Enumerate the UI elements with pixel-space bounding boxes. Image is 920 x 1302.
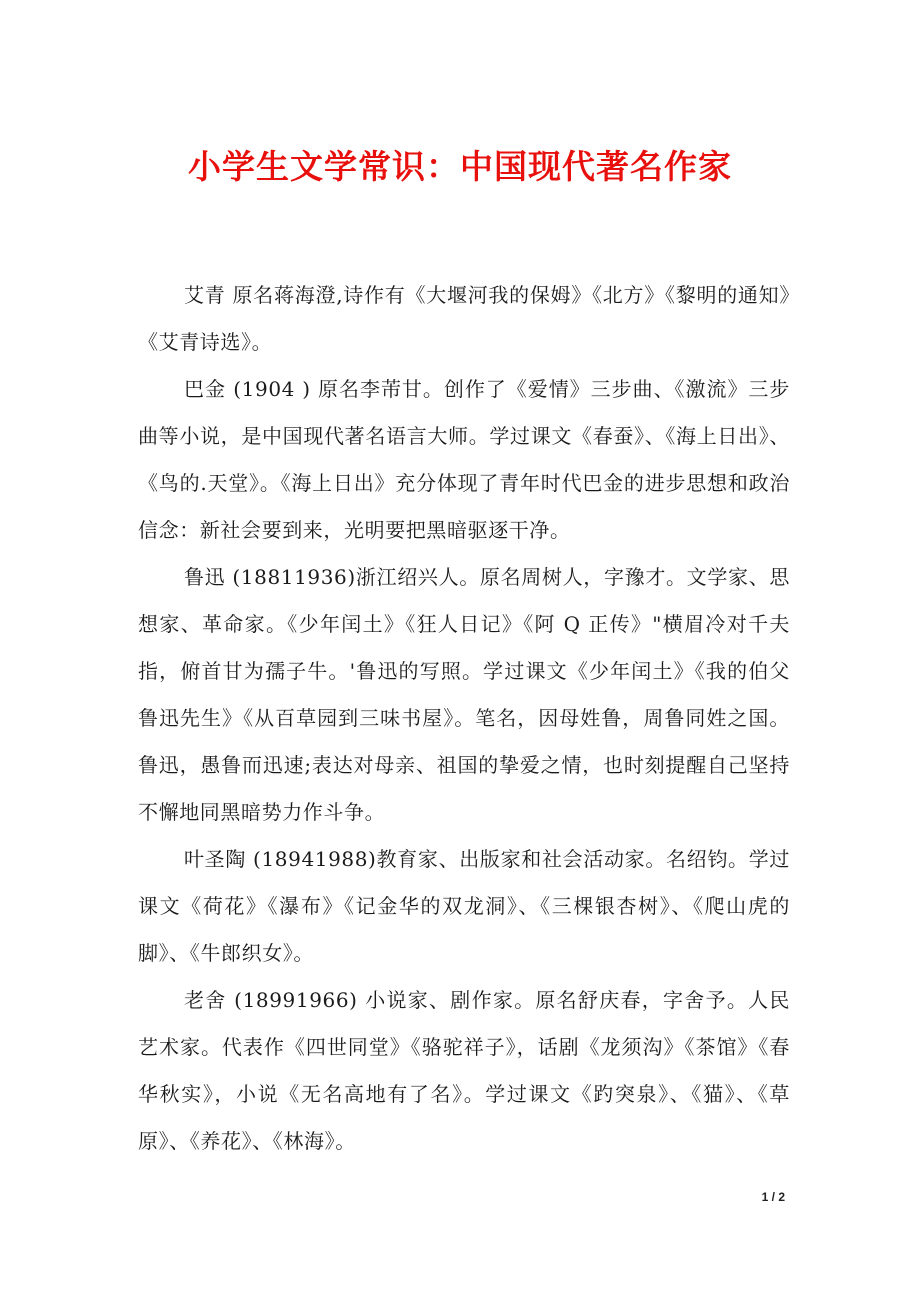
document-body	[138, 272, 790, 1165]
paragraph-ba-jin: 巴金 (1904 ) 原名李芾甘。创作了《爱情》三步曲、《激流》三步曲等小说，是中国现代著名语言大师。学过课文《春蚕》、《海上日出》、《鸟的.天堂》。《海上日出》充分体现了青年时代巴金的进步思想和政治信念：新社会要到来，光明要把黑暗驱逐干净。	[138, 377, 790, 542]
paragraph-lao-she: 老舍 (18991966) 小说家、剧作家。原名舒庆春，字舍予。人民艺术家。代表作《四世同堂》《骆驼祥子》，话剧《龙须沟》《茶馆》《春华秋实》，小说《无名高地有了名》。学过课文《趵突泉》、《猫》、《草原》、《养花》、《林海》。	[138, 988, 790, 1153]
paragraph-lu-xun: 鲁迅 (18811936)浙江绍兴人。原名周树人，字豫才。文学家、思想家、革命家。《少年闰土》《狂人日记》《阿 Q 正传》"横眉冷对千夫指，俯首甘为孺子牛。'鲁迅的写照。学过课文《少年闰土》《我的伯父鲁迅先生》《从百草园到三味书屋》。笔名，因母姓鲁，周鲁同姓之国。鲁迅，愚鲁而迅速;表达对母亲、祖国的挚爱之情，也时刻提醒自己坚持不懈地同黑暗势力作斗争。	[138, 565, 790, 824]
paragraph-ai-qing: 艾青 原名蒋海澄,诗作有《大堰河我的保姆》《北方》《黎明的通知》《艾青诗选》。	[138, 283, 790, 354]
document-title: 小学生文学常识：中国现代著名作家	[188, 147, 732, 186]
page-number: 1 / 2	[761, 1190, 785, 1204]
paragraph-ye-shengtao: 叶圣陶 (18941988)教育家、出版家和社会活动家。名绍钧。学过课文《荷花》《瀑布》《记金华的双龙洞》、《三棵银杏树》、《爬山虎的脚》、《牛郎织女》。	[138, 847, 790, 965]
